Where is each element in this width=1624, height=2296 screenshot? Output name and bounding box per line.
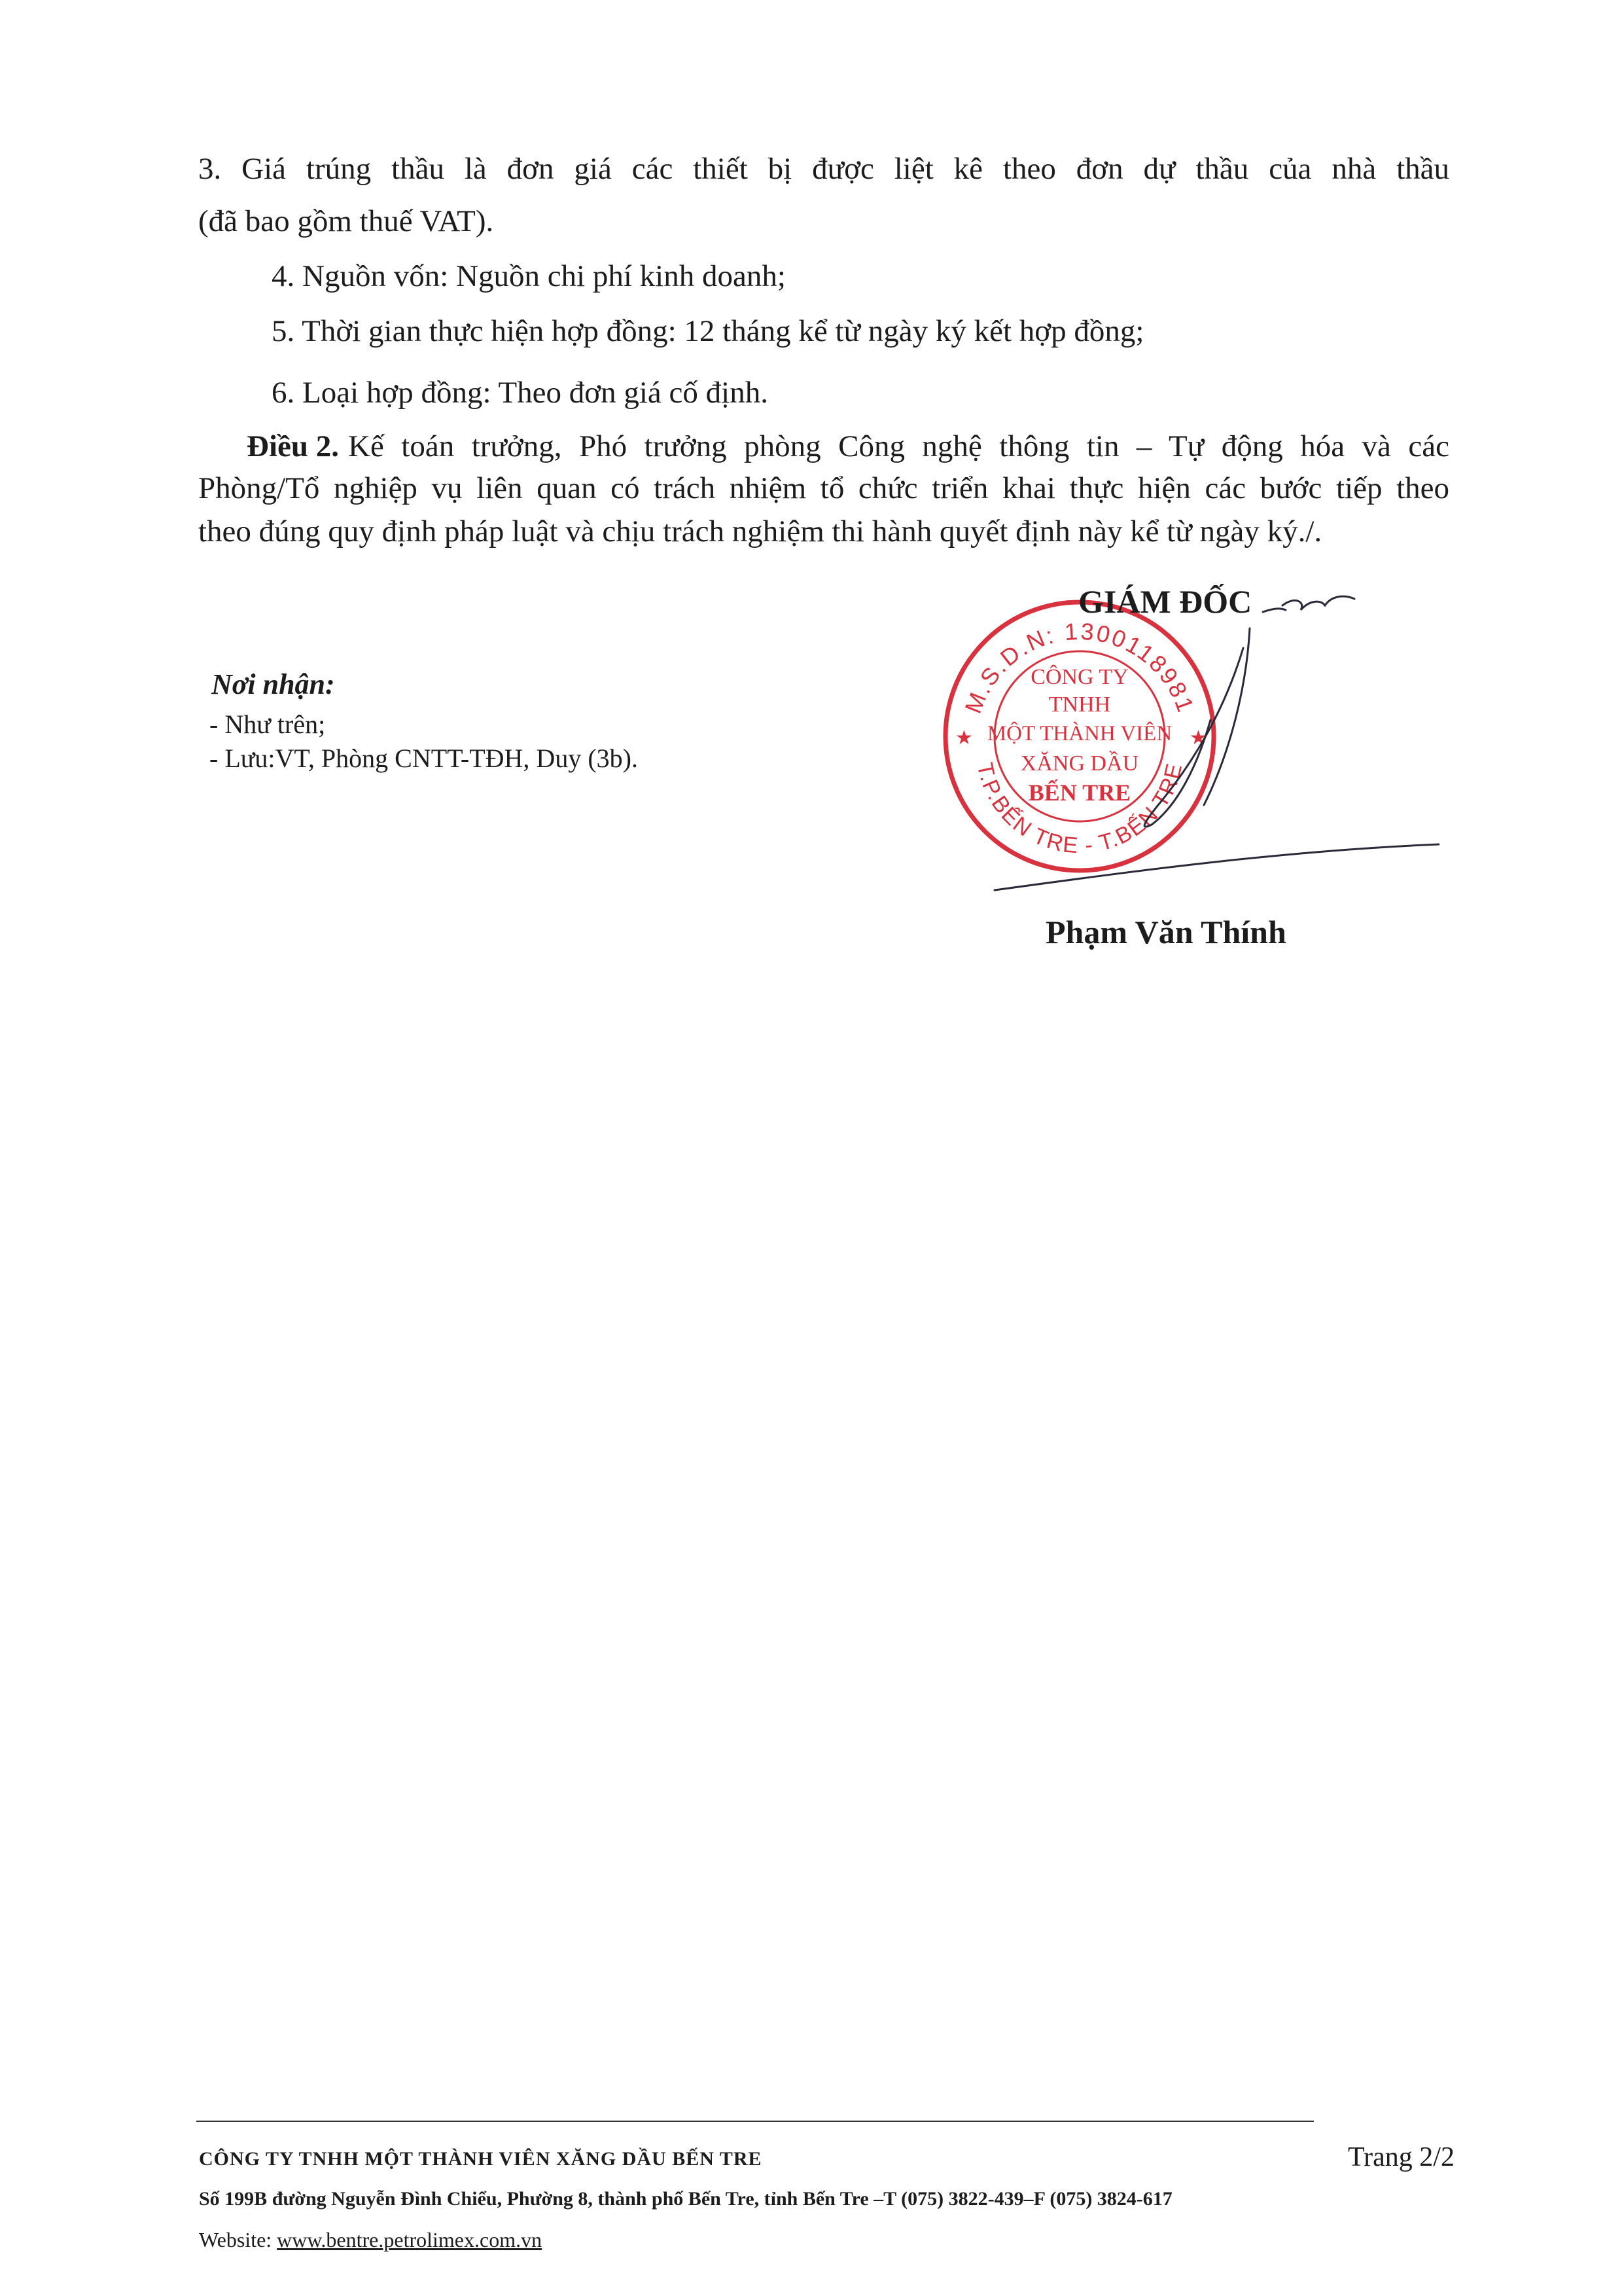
seal-line3: MỘT THÀNH VIÊN bbox=[987, 722, 1173, 745]
seal-line5: BẾN TRE bbox=[1028, 780, 1131, 806]
seal-ring-top: M.S.D.N: 1300118981 bbox=[959, 617, 1200, 717]
footer-divider bbox=[196, 2121, 1314, 2122]
seal-line4: XĂNG DẦU bbox=[1020, 751, 1139, 776]
signature-title: GIÁM ĐỐC bbox=[1078, 583, 1252, 620]
article2-line3: theo đúng quy định pháp luật và chịu trách nghiệm thi hành quyết định này kể từ ngày ký./. bbox=[198, 514, 1322, 548]
website-link[interactable]: www.bentre.petrolimex.com.vn bbox=[277, 2228, 542, 2251]
seal-star-left: ★ bbox=[955, 727, 973, 749]
footer-company: CÔNG TY TNHH MỘT THÀNH VIÊN XĂNG DẦU BẾN TRE bbox=[199, 2148, 762, 2170]
article2-line1: Kế toán trưởng, Phó trưởng phòng Công nghệ thông tin – Tự động hóa và các bbox=[348, 429, 1449, 463]
footer-website bbox=[199, 2228, 542, 2252]
article2-heading: Điều 2. bbox=[247, 429, 339, 463]
seal-line1: CÔNG TY bbox=[1031, 665, 1129, 689]
page-number: Trang 2/2 bbox=[1348, 2142, 1455, 2172]
article2-first-line bbox=[247, 427, 1449, 466]
seal-star-right: ★ bbox=[1190, 727, 1207, 749]
website-label: Website: bbox=[199, 2228, 272, 2251]
recipients-title: Nơi nhận: bbox=[211, 668, 335, 700]
recipient-item: - Như trên; bbox=[209, 709, 326, 739]
footer-address: Số 199B đường Nguyễn Đình Chiểu, Phường 8, thành phố Bến Tre, tỉnh Bến Tre –T (075) 3822-439–F (075) 3824-617 bbox=[199, 2188, 1173, 2210]
seal-line2: TNHH bbox=[1048, 692, 1111, 717]
recipient-item: - Lưu:VT, Phòng CNTT-TĐH, Duy (3b). bbox=[209, 744, 638, 773]
item3-line1: 3. Giá trúng thầu là đơn giá các thiết bị được liệt kê theo đơn dự thầu của nhà thầu bbox=[198, 152, 1449, 186]
item3-line2: (đã bao gồm thuế VAT). bbox=[198, 204, 494, 238]
signer-name: Phạm Văn Thính bbox=[1046, 914, 1286, 950]
handwritten-signature bbox=[942, 569, 1439, 910]
item4: 4. Nguồn vốn: Nguồn chi phí kinh doanh; bbox=[272, 259, 786, 293]
article2-line2: Phòng/Tổ nghiệp vụ liên quan có trách nhiệm tổ chức triển khai thực hiện các bước tiếp theo bbox=[198, 471, 1449, 505]
seal-ring-bottom: T.P.BẾN TRE - T.BẾN TRE bbox=[972, 760, 1188, 859]
item6: 6. Loại hợp đồng: Theo đơn giá cố định. bbox=[272, 376, 768, 410]
item5: 5. Thời gian thực hiện hợp đồng: 12 tháng kể từ ngày ký kết hợp đồng; bbox=[272, 314, 1144, 348]
